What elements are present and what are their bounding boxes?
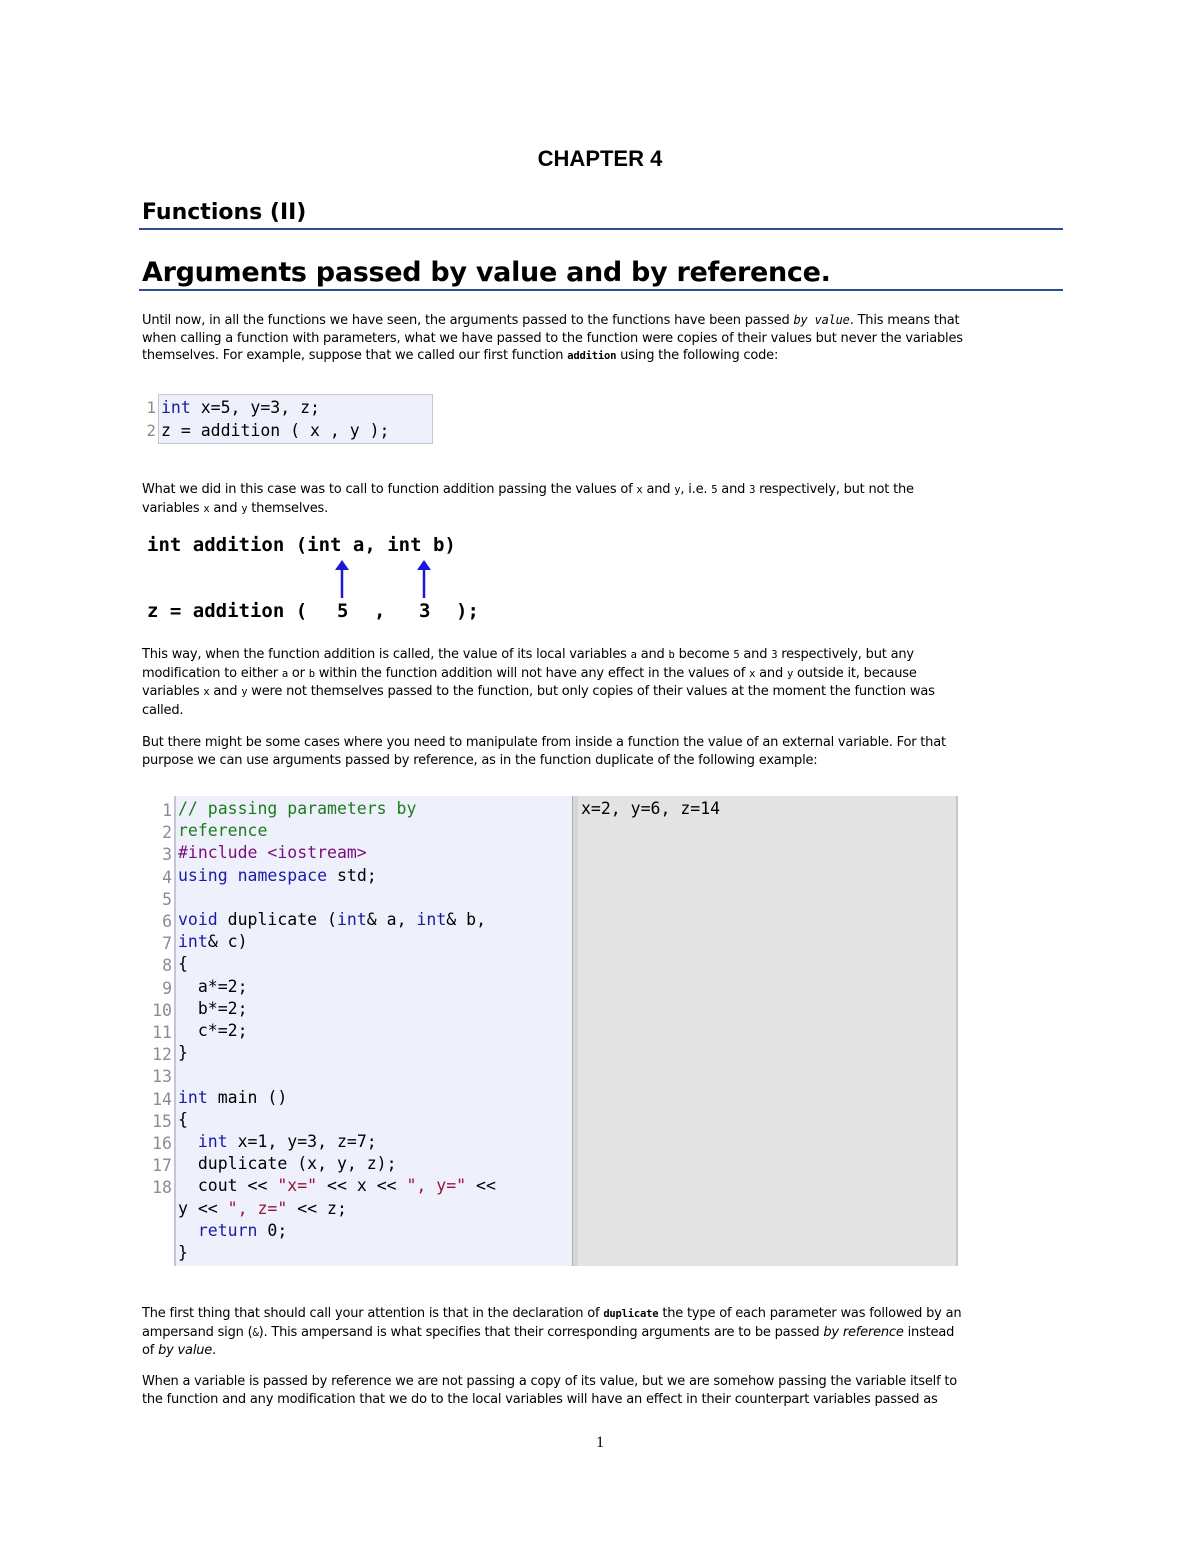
code-line: { <box>178 954 188 974</box>
text-line: This way, when the function addition is called, the value of its local variables a and b become 5 and 3 respectively, but any <box>142 647 914 662</box>
up-arrow-icon <box>417 560 431 598</box>
page-number: 1 <box>596 1434 604 1451</box>
code-line: a*=2; <box>178 976 248 996</box>
text-line: called. <box>142 702 184 718</box>
text-line: modification to either a or b within the function addition will not have any effect in the values of x and y outside it, because <box>142 665 917 681</box>
line-number: 3 <box>162 845 172 865</box>
line-number: 16 <box>152 1134 172 1154</box>
text-line: of by value. <box>142 1343 217 1358</box>
code-body <box>174 796 574 1266</box>
code-line <box>178 1064 574 1086</box>
code-line: z = addition ( x , y ); <box>161 421 390 440</box>
line-number: 5 <box>162 889 172 909</box>
subsection-title: Arguments passed by value and by reference. <box>142 257 831 288</box>
text-line: purpose we can use arguments passed by reference, as in the function duplicate of the following example: <box>142 752 818 768</box>
line-number: 1 <box>162 801 172 820</box>
text-line: variables x and y themselves. <box>142 500 329 516</box>
line-number: 7 <box>162 934 172 954</box>
line-number: 15 <box>152 1111 172 1131</box>
text-line: when calling a function with parameters, what we have passed to the function were copies of their values but never the variables <box>142 330 963 346</box>
text-line: ampersand sign (&). This ampersand is what specifies that their corresponding arguments are to be passed by reference instead <box>142 1324 955 1340</box>
line-number-gutter <box>140 394 159 444</box>
code-line: using namespace std; <box>178 865 377 885</box>
text-line: themselves. For example, suppose that we called our first function addition using the following code: <box>142 348 779 363</box>
text-line: the function and any modification that we do to the local variables will have an effect in their counterpart variables passed as <box>142 1391 938 1407</box>
paragraph-by-reference-intro <box>142 734 1062 769</box>
paragraph-ampersand <box>142 1305 1062 1360</box>
text-line: variables x and y were not themselves passed to the function, but only copies of their values at the moment the function was <box>142 684 935 699</box>
code-line: return 0; <box>197 1220 288 1240</box>
code-lines <box>176 796 574 1264</box>
line-number: 2 <box>162 823 172 843</box>
line-number: 4 <box>162 867 172 887</box>
diagram-declaration: int addition (int a, int b) <box>147 534 456 556</box>
code-line: } <box>178 1243 188 1263</box>
line-number: 13 <box>152 1067 172 1087</box>
diagram-comma: , <box>374 600 386 622</box>
code-line: b*=2; <box>178 998 248 1018</box>
line-number: 18 <box>152 1178 172 1198</box>
text-line: What we did in this case was to call to function addition passing the values of x and y, i.e. 5 and 3 respectively, but not the <box>142 482 914 497</box>
text-line: Until now, in all the functions we have seen, the arguments passed to the functions have been passed by value. This means that <box>142 313 960 328</box>
code-line: y << ", z=" << z; <box>178 1198 347 1218</box>
output-panel <box>578 796 958 1266</box>
code-body <box>158 394 433 444</box>
code-line: int& c) <box>178 932 248 952</box>
line-number: 11 <box>152 1023 172 1043</box>
paragraph-reference-semantics <box>142 1373 1062 1408</box>
paragraph-intro <box>142 312 1062 366</box>
text-line: When a variable is passed by reference we are not passing a copy of its value, but we are somehow passing the variable itself to <box>142 1374 958 1389</box>
code-line: cout << "x=" << x << ", y=" << <box>178 1176 496 1196</box>
text-line: But there might be some cases where you need to manipulate from inside a function the value of an external variable. For that <box>142 735 946 750</box>
code-line: int main () <box>178 1087 288 1107</box>
diagram-call-prefix: z = addition ( <box>147 600 308 622</box>
line-number: 8 <box>162 956 172 976</box>
chapter-heading: CHAPTER 4 <box>537 146 663 171</box>
code-line: { <box>178 1109 188 1129</box>
diagram-call-suffix: ); <box>456 600 479 622</box>
code-line: duplicate (x, y, z); <box>178 1154 397 1174</box>
program-output: x=2, y=6, z=14 <box>581 799 721 818</box>
arrow-diagram <box>320 558 450 600</box>
line-number: 9 <box>162 978 172 998</box>
line-number: 17 <box>152 1156 172 1176</box>
code-line <box>178 887 574 909</box>
line-number: 10 <box>152 1000 172 1020</box>
code-line: } <box>178 1043 188 1063</box>
emphasis: by value <box>793 313 850 327</box>
code-line: int x=1, y=3, z=7; <box>197 1132 377 1152</box>
diagram-arg-a: 5 <box>337 600 349 622</box>
diagram-arg-b: 3 <box>419 600 431 622</box>
section-title: Functions (II) <box>142 200 307 225</box>
code-line: reference <box>178 821 268 841</box>
paragraph-call-explanation <box>142 481 1062 518</box>
code-snippet-call <box>140 394 433 444</box>
subsection-rule <box>139 289 1063 291</box>
line-number: 12 <box>152 1045 172 1065</box>
code-line: void duplicate (int& a, int& b, <box>178 910 487 930</box>
code-line: // passing parameters by <box>178 799 417 818</box>
code-line: c*=2; <box>178 1021 248 1041</box>
up-arrow-icon <box>335 560 349 598</box>
inline-code: addition <box>567 350 617 362</box>
section-rule <box>139 228 1063 230</box>
line-number-gutter <box>146 800 172 1200</box>
line-number: 14 <box>152 1089 172 1109</box>
paragraph-local-variables <box>142 646 1062 719</box>
text-line: The first thing that should call your attention is that in the declaration of duplicate the type of each parameter was followed by an <box>142 1306 962 1321</box>
code-line: #include <iostream> <box>178 843 367 863</box>
line-number: 2 <box>146 421 156 440</box>
line-number: 6 <box>162 912 172 932</box>
line-number: 1 <box>146 398 156 417</box>
code-line: int x=5, y=3, z; <box>161 398 320 417</box>
